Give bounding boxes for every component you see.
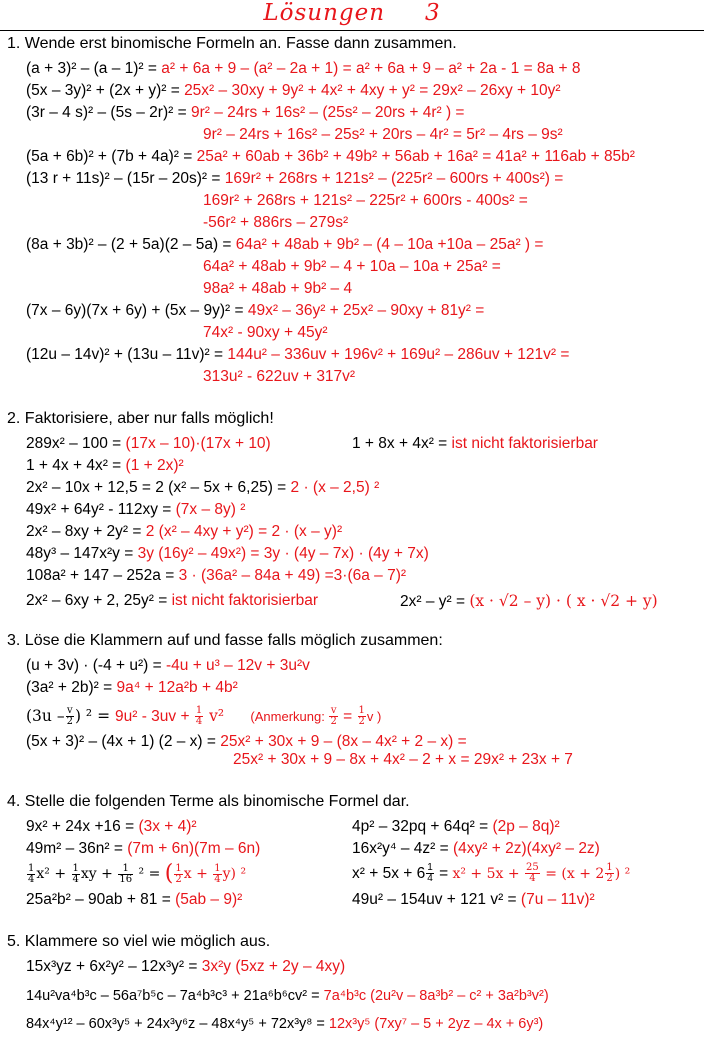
numerator: 1 — [427, 862, 433, 874]
answer: 9a⁴ + 12a²b + 4b² — [116, 679, 238, 696]
question: 9x² + 24x +16 = — [26, 818, 139, 835]
denominator: 4 — [427, 873, 433, 885]
question: (3a² + 2b)² = — [26, 679, 117, 696]
fraction — [66, 706, 74, 727]
section-4-heading: 4. Stelle die folgenden Terme als binomische Formel dar. — [7, 793, 410, 810]
denominator: 4 — [529, 873, 536, 885]
question: (a + 3)² – (a – 1)² = — [26, 60, 162, 77]
s1-line-14 — [26, 346, 569, 364]
question: 1 + 4x + 4x² = — [26, 457, 126, 474]
term: ² = — [134, 866, 165, 882]
s1-line-9 — [26, 236, 543, 254]
s1-line-7: 169r² + 268rs + 121s² – 225r² + 600rs - 400s² = — [203, 192, 528, 209]
s1-line-6 — [26, 170, 563, 188]
answer: ist nicht faktorisierbar — [171, 592, 319, 609]
fraction — [118, 864, 133, 885]
answer: 25a² + 60ab + 36b² + 49b² + 56ab + 16a² = 41a² + 116ab + 85b² — [196, 148, 635, 165]
question: (5a + 6b)² + (7b + 4a)² = — [26, 148, 197, 165]
answer: ist nicht faktorisierbar — [451, 435, 598, 452]
s2-line-8 — [26, 592, 318, 610]
fraction — [605, 863, 613, 884]
s5-line-3 — [26, 1015, 543, 1033]
numerator: 1 — [358, 705, 365, 717]
fraction — [525, 863, 540, 884]
numerator: 1 — [28, 862, 35, 874]
question: (7x – 6y)(7x + 6y) + (5x – 9y)² = — [26, 302, 248, 319]
question: 48y³ – 147x²y = — [26, 545, 138, 562]
s1-line-8: -56r² + 886rs – 279s² — [203, 214, 349, 231]
answer: a² + 6a + 9 – (a² – 2a + 1) = a² + 6a + 9 – a² + 2a - 1 = 8a + 8 — [161, 60, 581, 77]
answer: (7u – 11v)² — [520, 891, 595, 908]
fraction — [27, 864, 35, 885]
question: 4p² – 32pq + 64q² = — [352, 818, 493, 835]
question: 49x² + 64y² - 112xy = — [26, 501, 176, 518]
answer: (1 + 2x)² — [125, 457, 184, 474]
s2-line-5 — [26, 523, 342, 541]
s5-line-2 — [26, 987, 549, 1005]
question: (3u – — [26, 707, 65, 725]
term: xy + — [80, 866, 118, 882]
question: 2x² – 6xy + 2, 25y² = — [26, 592, 172, 609]
question: 49u² – 154uv + 121 v² = — [352, 891, 521, 908]
numerator: 25 — [526, 862, 539, 874]
denominator: 4 — [195, 716, 203, 728]
answer: x² + 5x + — [452, 866, 525, 882]
answer: 3y (16y² – 49x²) = 3y · (4y – 7x) · (4y + 7x) — [137, 545, 429, 562]
s1-line-10: 64a² + 48ab + 9b² – 4 + 10a – 10a + 25a² = — [203, 258, 501, 275]
s4-line-1b — [352, 818, 560, 836]
s1-line-3 — [26, 104, 464, 122]
answer: 3 · (36a² – 84a + 49) =3·(6a – 7)² — [178, 567, 407, 584]
question: (13 r + 11s)² – (15r – 20s)² = — [26, 170, 225, 187]
answer: 64a² + 48ab + 9b² – (4 – 10a +10a – 25a² ) = — [235, 236, 544, 253]
title-number: 3 — [425, 0, 441, 26]
numerator: 1 — [606, 862, 613, 874]
answer: (3x + 4)² — [138, 818, 197, 835]
s1-line-11: 98a² + 48ab + 9b² – 4 — [203, 280, 353, 297]
s2-line-6 — [26, 545, 429, 563]
term: x² + — [36, 866, 71, 882]
s5-line-1 — [26, 958, 345, 976]
s2-line-2 — [26, 457, 184, 475]
question: (3r – 4 s)² – (5s – 2r)² = — [26, 104, 191, 121]
question: (12u – 14v)² + (13u – 11v)² = — [26, 346, 228, 363]
answer: 2 (x² – 4xy + y²) = 2 · (x – y)² — [145, 523, 343, 540]
denominator: 2 — [606, 873, 613, 885]
s4-line-3 — [26, 861, 246, 887]
numerator: v — [330, 705, 337, 717]
denominator: 4 — [72, 873, 79, 885]
s2-line-1b — [352, 435, 598, 453]
note: (Anmerkung: — [250, 709, 329, 724]
question: 289x² – 100 = — [26, 435, 126, 452]
question-end: = — [434, 865, 453, 882]
fraction — [213, 864, 221, 885]
answer: (17x – 10)·(17x + 10) — [125, 435, 271, 452]
question: 49m² – 36n² = — [26, 840, 128, 857]
answer: 25x² – 30xy + 9y² + 4x² + 4xy + y² = 29x² – 26xy + 10y² — [184, 82, 561, 99]
numerator: 1 — [214, 862, 221, 874]
question: 1 + 8x + 4x² = — [352, 435, 452, 452]
s3-line-4 — [26, 733, 467, 751]
answer: (4xy² + 2z)(4xy² – 2z) — [453, 840, 600, 857]
answer: 12x³y⁵ (7xy⁷ – 5 + 2yz – 4x + 6y³) — [328, 1016, 544, 1032]
question: (5x + 3)² – (4x + 1) (2 – x) = — [26, 733, 221, 750]
answer-mid: x + — [183, 866, 213, 882]
numerator: 1 — [175, 862, 182, 874]
answer: 7a⁴b³c (2u²v – 8a³b² – c² + 3a²b³v²) — [323, 988, 549, 1004]
question: 2x² – y² = — [400, 593, 470, 610]
s1-line-2 — [26, 82, 561, 100]
question: 2x² – 8xy + 2y² = — [26, 523, 146, 540]
question: 14u²va⁴b³c – 56a⁷b⁵c – 7a⁴b³c³ + 21a⁶b⁶cv² = — [26, 988, 324, 1004]
s2-line-4 — [26, 501, 245, 519]
s4-line-4b — [352, 891, 595, 909]
answer: (7x – 8y) ² — [175, 501, 246, 518]
numerator: 1 — [118, 864, 133, 875]
s1-line-15: 313u² - 622uv + 317v² — [203, 368, 356, 385]
s1-line-4: 9r² – 24rs + 16s² – 25s² + 20rs – 4r² = 5r² – 4rs – 9s² — [203, 126, 563, 143]
answer: (5ab – 9)² — [175, 891, 243, 908]
fraction — [72, 864, 80, 885]
s2-line-7 — [26, 567, 406, 585]
s3-line-3 — [26, 703, 381, 730]
s3-line-5: 25x² + 30x + 9 – 8x + 4x² – 2 + x = 29x² + 23x + 7 — [233, 751, 573, 768]
section-5-heading: 5. Klammere so viel wie möglich aus. — [7, 933, 271, 950]
denominator: 2 — [358, 716, 365, 728]
answer: 25x² + 30x + 9 – (8x – 4x² + 2 – x) = — [220, 733, 467, 750]
s4-line-3b — [352, 861, 630, 887]
answer: (7m + 6n)(7m – 6n) — [127, 840, 261, 857]
s3-line-1 — [26, 657, 310, 675]
answer-mid: = (x + 2 — [540, 866, 605, 882]
answer: 3x²y (5xz + 2y – 4xy) — [201, 958, 346, 975]
title-text: Lösungen — [263, 0, 386, 26]
s1-line-12 — [26, 302, 484, 320]
answer: ( — [164, 861, 174, 886]
numerator: v — [66, 705, 73, 717]
s4-line-2 — [26, 840, 260, 858]
s2-line-1 — [26, 435, 271, 453]
denominator: 16 — [119, 873, 133, 885]
denominator: 4 — [214, 873, 221, 885]
fraction — [358, 706, 366, 727]
fraction — [329, 706, 337, 727]
s4-line-2b — [352, 840, 600, 858]
question: x² + 5x + 6 — [352, 865, 426, 882]
denominator: 2 — [66, 716, 73, 728]
title-underline — [0, 30, 704, 31]
answer-end: v² — [204, 707, 225, 725]
answer: 9r² – 24rs + 16s² – (25s² – 20rs + 4r² ) = — [190, 104, 465, 121]
question: 108a² + 147 – 252a = — [26, 567, 179, 584]
question-end: ) ² = — [74, 707, 115, 725]
s4-line-4 — [26, 891, 242, 909]
question: (5x – 3y)² + (2x + y)² = — [26, 82, 185, 99]
s1-line-5 — [26, 148, 635, 166]
answer: 9u² - 3uv + — [114, 708, 194, 725]
answer: -4u + u³ – 12v + 3u²v — [165, 657, 310, 674]
answer: (2p – 8q)² — [492, 818, 560, 835]
answer: (x · √2 – y) · ( x · √2 + y) — [469, 592, 658, 610]
denominator: 4 — [28, 873, 35, 885]
fraction — [174, 864, 182, 885]
fraction — [426, 863, 434, 884]
section-3-heading: 3. Löse die Klammern auf und fasse falls möglich zusammen: — [7, 632, 443, 649]
section-2-heading: 2. Faktorisiere, aber nur falls möglich! — [7, 410, 274, 427]
answer-end: ) ² — [614, 866, 631, 882]
question: 2x² – 10x + 12,5 = 2 (x² – 5x + 6,25) = — [26, 479, 291, 496]
denominator: 2 — [330, 716, 337, 728]
answer-end: y) ² — [222, 866, 247, 882]
answer: 49x² – 36y² + 25x² – 90xy + 81y² = — [247, 302, 485, 319]
question: 25a²b² – 90ab + 81 = — [26, 891, 176, 908]
note-equals: = — [338, 708, 357, 725]
s4-line-1 — [26, 818, 197, 836]
fraction — [195, 706, 203, 727]
question: 16x²y⁴ – 4z² = — [352, 840, 453, 857]
numerator: 1 — [72, 862, 79, 874]
numerator: 1 — [195, 705, 203, 717]
page-title — [0, 0, 704, 26]
denominator: 2 — [175, 873, 182, 885]
question: 15x³yz + 6x²y² – 12x³y² = — [26, 958, 202, 975]
section-1-heading: 1. Wende erst binomische Formeln an. Fasse dann zusammen. — [7, 35, 457, 52]
question: 84x⁴y¹² – 60x³y⁵ + 24x³y⁶z – 48x⁴y⁵ + 72x³y⁸ = — [26, 1016, 329, 1032]
note-end: v ) — [366, 709, 382, 724]
answer: 144u² – 336uv + 196v² + 169u² – 286uv + 121v² = — [227, 346, 570, 363]
s1-line-1 — [26, 60, 580, 78]
s2-line-3 — [26, 479, 379, 497]
answer: 2 · (x – 2,5) ² — [290, 479, 380, 496]
s1-line-13: 74x² - 90xy + 45y² — [203, 324, 328, 341]
answer: 169r² + 268rs + 121s² – (225r² – 600rs + 400s²) = — [224, 170, 564, 187]
question: (8a + 3b)² – (2 + 5a)(2 – 5a) = — [26, 236, 236, 253]
s2-line-8b — [400, 592, 658, 611]
question: (u + 3v) · (-4 + u²) = — [26, 657, 166, 674]
s3-line-2 — [26, 679, 238, 697]
